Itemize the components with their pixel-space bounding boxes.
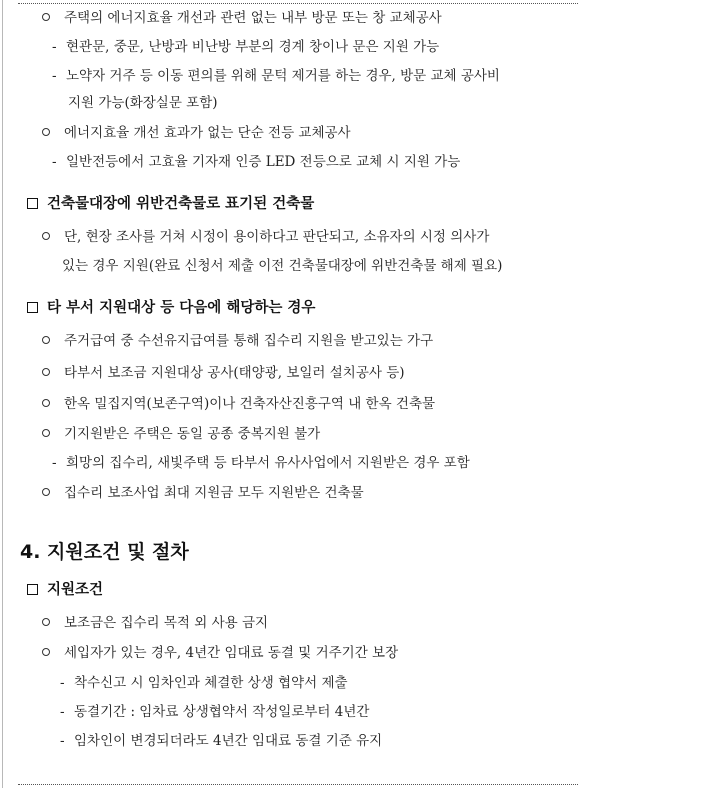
bullet-item bbox=[42, 364, 405, 382]
circle-bullet-icon bbox=[42, 399, 50, 407]
dash-marker: - bbox=[60, 675, 65, 691]
section-title bbox=[27, 194, 314, 214]
bullet-item bbox=[42, 332, 433, 350]
sub-item bbox=[52, 67, 500, 85]
page-edge bbox=[2, 0, 3, 788]
dash-marker: - bbox=[60, 704, 65, 720]
line-text: 주거급여 중 수선유지급여를 통해 집수리 지원을 받고있는 가구 bbox=[64, 333, 434, 349]
circle-bullet-icon bbox=[42, 648, 50, 656]
checkbox-square-icon bbox=[27, 302, 38, 313]
dash-marker: - bbox=[60, 733, 65, 749]
line-text: 착수신고 시 임차인과 체결한 상생 협약서 제출 bbox=[74, 675, 348, 691]
circle-bullet-icon bbox=[42, 13, 50, 21]
bullet-item bbox=[42, 395, 435, 413]
bullet-item bbox=[42, 644, 398, 662]
sub-item bbox=[60, 732, 382, 750]
sub-item bbox=[60, 674, 348, 692]
line-text: 에너지효율 개선 효과가 없는 단순 전등 교체공사 bbox=[64, 125, 351, 141]
checkbox-square-icon bbox=[27, 584, 38, 595]
chapter-heading bbox=[20, 540, 189, 564]
circle-bullet-icon bbox=[42, 429, 50, 437]
line-text: 타부서 보조금 지원대상 공사(태양광, 보일러 설치공사 등) bbox=[64, 365, 405, 381]
section-title bbox=[27, 580, 103, 600]
line-text: 동결기간 : 임차료 상생협약서 작성일로부터 4년간 bbox=[74, 704, 370, 720]
circle-bullet-icon bbox=[42, 232, 50, 240]
dash-marker: - bbox=[52, 39, 57, 55]
line-text: 집수리 보조사업 최대 지원금 모두 지원받은 건축물 bbox=[64, 485, 364, 501]
page-bottom-divider bbox=[18, 784, 578, 785]
dash-marker: - bbox=[52, 455, 57, 471]
checkbox-square-icon bbox=[27, 198, 38, 209]
line-text: 임차인이 변경되더라도 4년간 임대료 동결 기준 유지 bbox=[74, 733, 383, 749]
line-text: 기지원받은 주택은 동일 공종 중복지원 불가 bbox=[64, 426, 321, 442]
sub-item bbox=[52, 38, 439, 56]
circle-bullet-icon bbox=[42, 368, 50, 376]
bullet-item bbox=[42, 9, 442, 27]
line-text: 4. 지원조건 및 절차 bbox=[20, 541, 189, 563]
line-text: 한옥 밀집지역(보존구역)이나 건축자산진흥구역 내 한옥 건축물 bbox=[64, 396, 436, 412]
circle-bullet-icon bbox=[42, 488, 50, 496]
circle-bullet-icon bbox=[42, 336, 50, 344]
sub-item bbox=[52, 153, 460, 171]
line-text: 단, 현장 조사를 거쳐 시정이 용이하다고 판단되고, 소유자의 시정 의사가 bbox=[64, 229, 490, 245]
line-text: 보조금은 집수리 목적 외 사용 금지 bbox=[64, 615, 269, 631]
line-text: 현관문, 중문, 난방과 비난방 부분의 경계 창이나 문은 지원 가능 bbox=[66, 39, 440, 55]
line-text: 희망의 집수리, 새빛주택 등 타부서 유사사업에서 지원받은 경우 포함 bbox=[66, 455, 470, 471]
line-text: 세입자가 있는 경우, 4년간 임대료 동결 및 거주기간 보장 bbox=[64, 645, 399, 661]
dash-marker: - bbox=[52, 68, 57, 84]
line-text: 일반전등에서 고효율 기자재 인증 LED 전등으로 교체 시 지원 가능 bbox=[66, 154, 461, 170]
line-text: 지원 가능(화장실문 포함) bbox=[68, 95, 218, 111]
line-text: 건축물대장에 위반건축물로 표기된 건축물 bbox=[47, 196, 315, 212]
line-text: 타 부서 지원대상 등 다음에 해당하는 경우 bbox=[47, 300, 316, 316]
page-top-divider bbox=[18, 3, 578, 4]
continuation-text bbox=[68, 94, 218, 112]
bullet-item bbox=[42, 484, 364, 502]
sub-item bbox=[60, 703, 369, 721]
circle-bullet-icon bbox=[42, 128, 50, 136]
sub-item bbox=[52, 454, 470, 472]
bullet-item bbox=[42, 614, 268, 632]
line-text: 주택의 에너지효율 개선과 관련 없는 내부 방문 또는 창 교체공사 bbox=[64, 10, 442, 26]
section-title bbox=[27, 298, 315, 318]
line-text: 노약자 거주 등 이동 편의를 위해 문턱 제거를 하는 경우, 방문 교체 공사비 bbox=[66, 68, 500, 84]
dash-marker: - bbox=[52, 154, 57, 170]
line-text: 지원조건 bbox=[47, 582, 104, 598]
bullet-item bbox=[42, 425, 320, 443]
line-text: 있는 경우 지원(완료 신청서 제출 이전 건축물대장에 위반건축물 해제 필요) bbox=[62, 258, 503, 274]
circle-bullet-icon bbox=[42, 618, 50, 626]
continuation-text bbox=[62, 257, 502, 275]
bullet-item bbox=[42, 228, 489, 246]
bullet-item bbox=[42, 124, 351, 142]
